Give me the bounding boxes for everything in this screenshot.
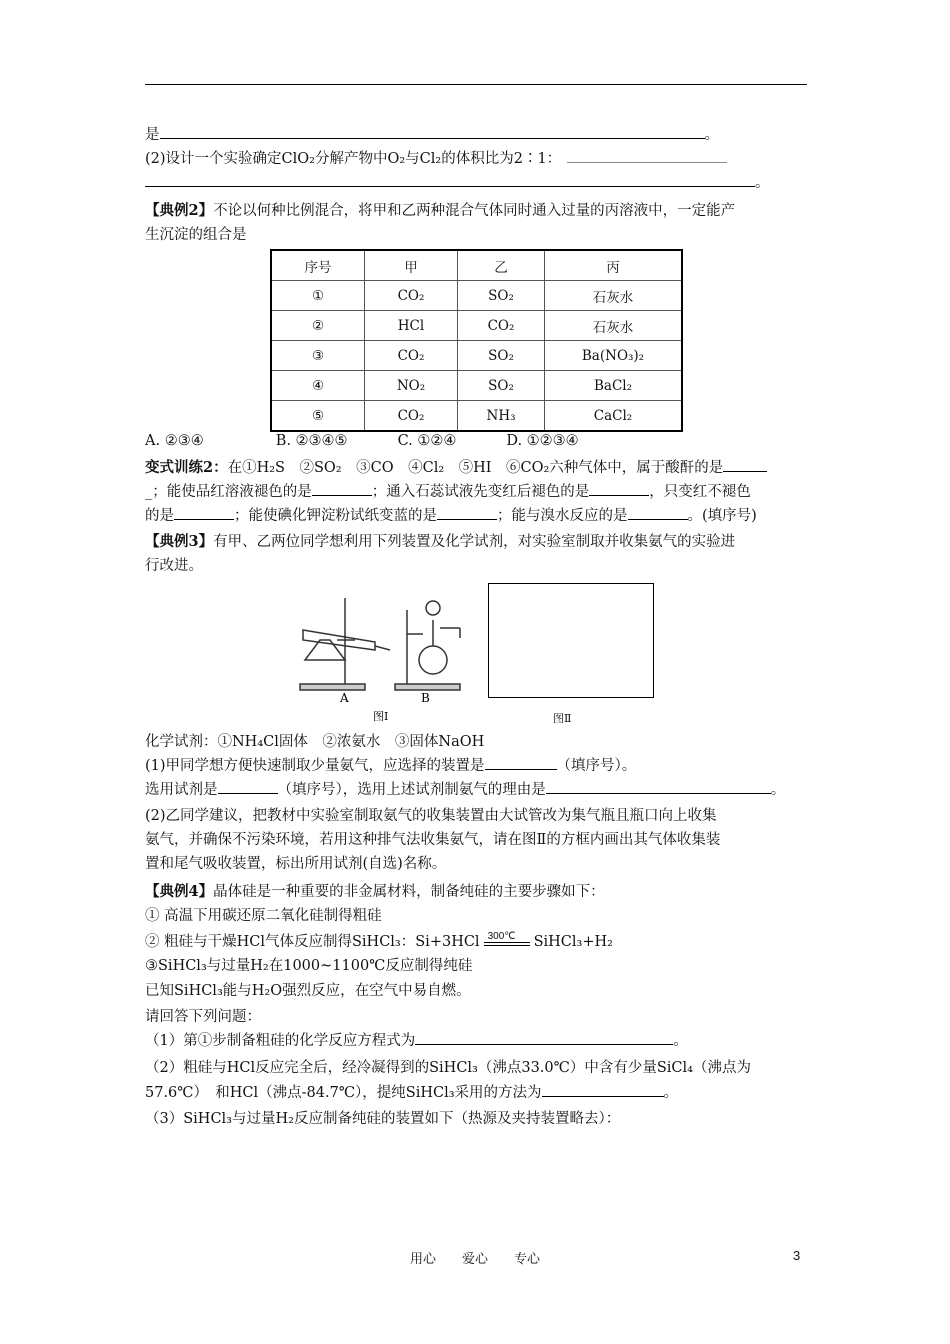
q1-line-2 <box>145 779 785 801</box>
table-cell: ① <box>271 281 365 311</box>
drawing-box[interactable] <box>488 583 654 698</box>
table-cell: CaCl₂ <box>545 401 683 432</box>
answer-line-3 <box>145 172 770 194</box>
text: 化学试剂：①NH₄Cl固体 ②浓氨水 ③固体NaOH <box>145 734 485 750</box>
text: 。 <box>704 127 719 143</box>
blank[interactable] <box>546 779 771 794</box>
text: 的是 <box>145 508 174 524</box>
variant-2-line-1 <box>145 457 767 479</box>
blank[interactable] <box>567 148 727 163</box>
table-cell: Ba(NO₃)₂ <box>545 341 683 371</box>
blank[interactable] <box>160 124 705 139</box>
question-2-line <box>145 148 727 170</box>
table-row <box>271 401 682 432</box>
table-cell: NO₂ <box>365 371 458 401</box>
blank[interactable] <box>723 457 767 472</box>
page-footer: 用心 爱心 专心 <box>409 1252 540 1267</box>
blank[interactable] <box>589 481 649 496</box>
blank[interactable] <box>542 1082 664 1097</box>
step-3 <box>145 955 472 977</box>
text: (2)乙同学建议，把教材中实验室制取氨气的收集装置由大试管改为集气瓶且瓶口向上收集 <box>145 808 717 824</box>
table-cell: NH₃ <box>458 401 545 432</box>
header-rule <box>145 84 807 85</box>
text: (1)甲同学想方便快速制取少量氨气，应选择的装置是 <box>145 758 485 774</box>
blank[interactable] <box>145 172 755 187</box>
answer-line-1 <box>145 124 719 146</box>
variant-title: 变式训练2： <box>145 459 228 476</box>
text: 生沉淀的组合是 <box>145 227 247 243</box>
table-cell: SO₂ <box>458 341 545 371</box>
example-title: 【典例2】 <box>145 202 214 219</box>
table-cell: ④ <box>271 371 365 401</box>
step-1 <box>145 905 382 927</box>
figure-2-caption: 图Ⅱ <box>553 712 572 725</box>
blank[interactable] <box>415 1030 673 1045</box>
variant-2-line-3 <box>145 505 757 527</box>
text: 。 <box>673 1033 688 1049</box>
example-4-text <box>145 881 605 903</box>
text: 有甲、乙两位同学想利用下列装置及化学试剂，对实验室制取并收集氨气的实验进 <box>213 534 736 550</box>
text: 。(填序号) <box>687 508 757 524</box>
apparatus-figure-1 <box>295 590 475 725</box>
blank[interactable] <box>437 505 497 520</box>
table-cell: CO₂ <box>458 311 545 341</box>
text: 请回答下列问题： <box>145 1009 261 1025</box>
step-2 <box>145 931 613 953</box>
answer-3-line <box>145 1108 620 1130</box>
text: (2)设计一个实验确定ClO₂分解产物中O₂与Cl₂的体积比为2∶1： <box>145 151 562 167</box>
text: ② 粗硅与干燥HCl气体反应制得SiHCl₃：Si+3HCl <box>145 934 480 950</box>
text: SiHCl₃+H₂ <box>533 934 613 950</box>
table-cell: SO₂ <box>458 281 545 311</box>
text: ；能与溴水反应的是 <box>497 508 628 524</box>
text: 。 <box>770 782 786 798</box>
blank[interactable] <box>628 505 688 520</box>
table-row <box>271 341 682 371</box>
q2-line-3 <box>145 853 446 875</box>
text: 是 <box>145 127 160 143</box>
text: 已知SiHCl₃能与H₂O强烈反应，在空气中易自燃。 <box>145 983 471 999</box>
table-cell: SO₂ <box>458 371 545 401</box>
text: _；能使品红溶液褪色的是 <box>145 484 312 500</box>
answer-options <box>145 430 579 452</box>
table-cell: CO₂ <box>365 401 458 432</box>
q2-line-1 <box>145 805 717 827</box>
answer-1-line <box>145 1030 688 1052</box>
text: 不论以何种比例混合，将甲和乙两种混合气体同时通入过量的丙溶液中，一定能产 <box>213 203 736 219</box>
example-2-text-2 <box>145 224 247 246</box>
text: ；能使碘化钾淀粉试纸变蓝的是 <box>234 508 437 524</box>
option-a[interactable]: A. ②③④ <box>145 433 204 449</box>
funnel-icon <box>426 601 440 615</box>
blank[interactable] <box>218 779 278 794</box>
table-cell: HCl <box>365 311 458 341</box>
text: 行改进。 <box>145 558 203 574</box>
stand-base-b <box>395 684 460 690</box>
label-a: A <box>340 691 349 705</box>
table-header-row <box>271 250 682 281</box>
option-c[interactable]: C. ①②④ <box>397 433 457 449</box>
reaction-arrow <box>484 931 530 946</box>
text: 57.6℃） 和HCl（沸点-84.7℃），提纯SiHCl₃采用的方法为 <box>145 1085 542 1101</box>
table-row <box>271 371 682 401</box>
label-b: B <box>421 691 430 705</box>
table-header: 乙 <box>458 250 545 281</box>
text: 选用试剂是 <box>145 782 218 798</box>
blank[interactable] <box>485 755 557 770</box>
table-cell: ② <box>271 311 365 341</box>
example-title: 【典例4】 <box>145 883 214 900</box>
stand-base-a <box>300 684 365 690</box>
text: 氨气，并确保不污染环境，若用这种排气法收集氨气，请在图Ⅱ的方框内画出其气体收集装 <box>145 832 721 848</box>
table-cell: CO₂ <box>365 341 458 371</box>
q2-line-2 <box>145 829 720 851</box>
q1-line-1 <box>145 755 636 777</box>
table-cell: ③ <box>271 341 365 371</box>
text: ③SiHCl₃与过量H₂在1000~1100℃反应制得纯硅 <box>145 958 473 974</box>
table-header: 序号 <box>271 250 365 281</box>
text: （填序号）。 <box>556 758 637 774</box>
variant-2-line-2 <box>145 481 751 503</box>
gas-combination-table <box>270 249 683 432</box>
text: 在①H₂S ②SO₂ ③CO ④Cl₂ ⑤HI ⑥CO₂六种气体中，属于酸酐的是 <box>227 460 724 476</box>
table-cell: 石灰水 <box>545 311 683 341</box>
example-3-text-2 <box>145 555 203 577</box>
text: 晶体硅是一种重要的非金属材料，制备纯硅的主要步骤如下： <box>213 884 605 900</box>
example-title: 【典例3】 <box>145 533 214 550</box>
text: 置和尾气吸收装置，标出所用试剂(自选)名称。 <box>145 856 447 872</box>
step-5 <box>145 1006 261 1028</box>
step-4 <box>145 980 471 1002</box>
text: （3）SiHCl₃与过量H₂反应制备纯硅的装置如下（热源及夹持装置略去）： <box>145 1111 621 1127</box>
blank[interactable] <box>312 481 372 496</box>
example-2-text <box>145 200 735 222</box>
text: （填序号），选用上述试剂制氨气的理由是 <box>277 782 546 798</box>
table-header: 甲 <box>365 250 458 281</box>
table-row <box>271 281 682 311</box>
text: ① 高温下用碳还原二氧化硅制得粗硅 <box>145 908 382 924</box>
flask-icon <box>419 646 447 674</box>
table-row <box>271 311 682 341</box>
text: 。 <box>663 1085 679 1101</box>
page-number: 3 <box>793 1248 801 1263</box>
text: ；通入石蕊试液先变红后褪色的是 <box>371 484 590 500</box>
option-b[interactable]: B. ②③④⑤ <box>275 433 348 449</box>
option-d[interactable]: D. ①②③④ <box>506 433 579 449</box>
table-cell: CO₂ <box>365 281 458 311</box>
table-header: 丙 <box>545 250 683 281</box>
reaction-condition: 300℃ <box>487 931 516 942</box>
figure-1-caption: 图Ⅰ <box>373 710 389 723</box>
reagents-line <box>145 731 484 753</box>
example-3-text <box>145 531 735 553</box>
table-cell: 石灰水 <box>545 281 683 311</box>
text: ，只变红不褪色 <box>649 484 751 500</box>
text: 。 <box>755 175 770 191</box>
text: （1）第①步制备粗硅的化学反应方程式为 <box>145 1033 416 1049</box>
table-cell: BaCl₂ <box>545 371 683 401</box>
blank[interactable] <box>174 505 234 520</box>
answer-2-line-2 <box>145 1082 678 1104</box>
table-cell: ⑤ <box>271 401 365 432</box>
text: （2）粗硅与HCl反应完全后，经冷凝得到的SiHCl₃（沸点33.0℃）中含有少量SiCl₄（沸点为 <box>145 1060 751 1076</box>
answer-2-line-1 <box>145 1057 751 1079</box>
